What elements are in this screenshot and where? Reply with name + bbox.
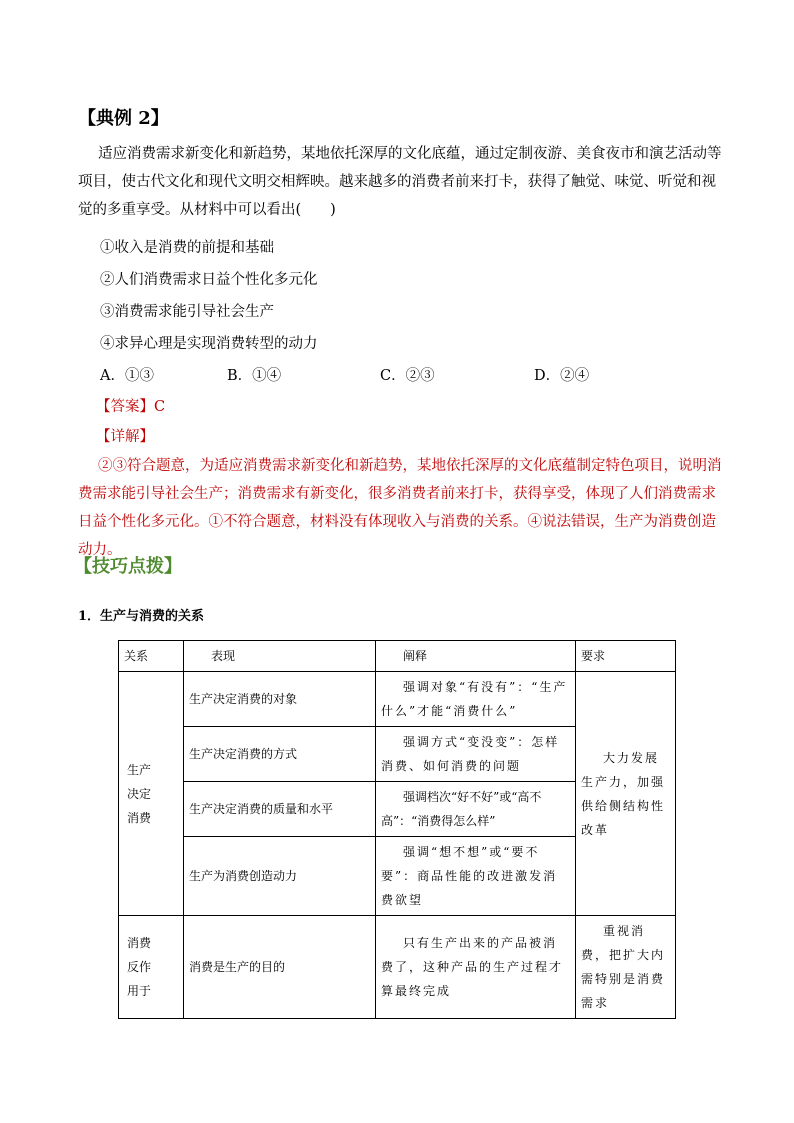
statement-3: ③消费需求能引导社会生产 <box>100 304 274 320</box>
performance-cell: 生产为消费创造动力 <box>184 837 376 916</box>
performance-cell: 消费是生产的目的 <box>184 916 376 1019</box>
performance-cell: 生产决定消费的质量和水平 <box>184 782 376 837</box>
statement-2: ②人们消费需求日益个性化多元化 <box>100 272 318 288</box>
explanation-cell: 强调方式“变没变”：怎样消费、如何消费的问题 <box>376 727 576 782</box>
option-d: D．②④ <box>534 368 590 384</box>
table-row <box>119 672 676 727</box>
table-row <box>119 916 676 1019</box>
option-a: A．①③ <box>100 368 154 384</box>
performance-cell: 生产决定消费的对象 <box>184 672 376 727</box>
answer-line <box>96 395 165 416</box>
statement-4: ④求异心理是实现消费转型的动力 <box>100 336 318 352</box>
relation-table <box>118 640 676 1019</box>
header-explanation: 阐释 <box>376 641 576 672</box>
explanation-cell: 强调档次“好不好”或“高不高”：“消费得怎么样” <box>376 782 576 837</box>
option-b: B．①④ <box>227 368 282 384</box>
relation-cell: 消费反作用于 <box>119 916 184 1019</box>
example-title: 【典例 2】 <box>78 108 169 129</box>
answer-value: C <box>154 399 166 415</box>
explanation-cell: 强调对象“有没有”：“生产什么”才能“消费什么” <box>376 672 576 727</box>
explanation-cell: 只有生产出来的产品被消费了，这种产品的生产过程才算最终完成 <box>376 916 576 1019</box>
relation-cell: 生产决定消费 <box>119 672 184 916</box>
statement-1: ①收入是消费的前提和基础 <box>100 240 274 256</box>
requirement-cell: 重视消费，把扩大内需特别是消费需求 <box>576 916 676 1019</box>
tips-title: 【技巧点拨】 <box>74 556 182 577</box>
performance-cell: 生产决定消费的方式 <box>184 727 376 782</box>
tips-subtitle: 1．生产与消费的关系 <box>78 609 205 624</box>
explanation-cell: 强调“想不想”或“要不要”：商品性能的改进激发消费欲望 <box>376 837 576 916</box>
detail-label: 【详解】 <box>96 429 154 445</box>
table-header-row <box>119 641 676 672</box>
header-relation: 关系 <box>119 641 184 672</box>
answer-label: 【答案】 <box>96 399 154 415</box>
header-requirement: 要求 <box>576 641 676 672</box>
header-performance: 表现 <box>184 641 376 672</box>
detail-text: ②③符合题意，为适应消费需求新变化和新趋势，某地依托深厚的文化底蕴制定特色项目，说明消费需求能引导社会生产；消费需求有新变化，很多消费者前来打卡，获得享受，体现了人们消费需求日益个性化多元化。①不符合题意，材料没有体现收入与消费的关系。④说法错误，生产为消费创造动力。 <box>78 458 722 558</box>
option-c: C．②③ <box>380 368 435 384</box>
question-text: 适应消费需求新变化和新趋势，某地依托深厚的文化底蕴，通过定制夜游、美食夜市和演艺活动等项目，使古代文化和现代文明交相辉映。越来越多的消费者前来打卡，获得了触觉、味觉、听觉和视觉的多重享受。从材料中可以看出( ) <box>78 146 722 218</box>
requirement-cell: 大力发展生产力，加强供给侧结构性改革 <box>576 672 676 916</box>
